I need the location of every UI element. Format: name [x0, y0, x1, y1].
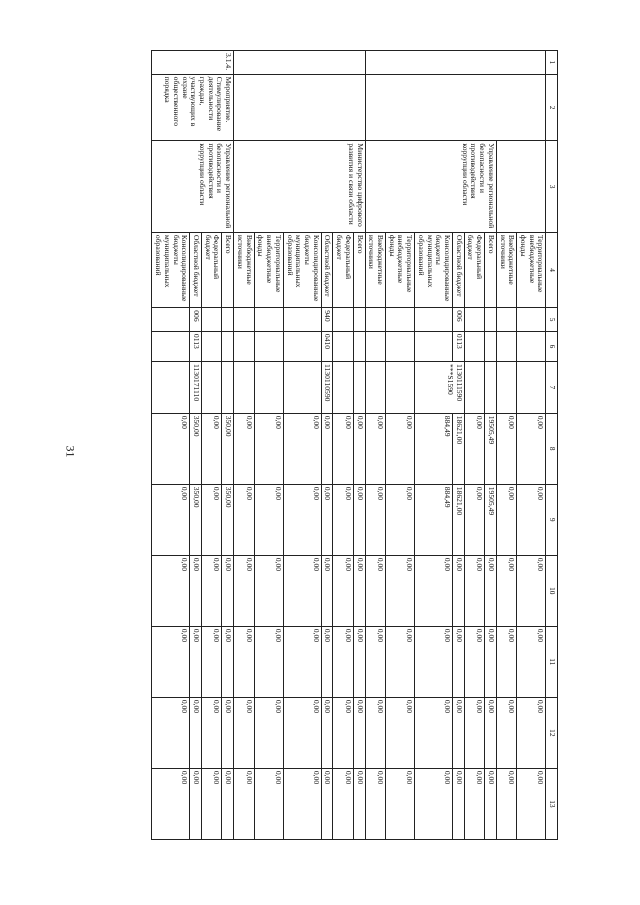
- value-cell: 0,00: [517, 484, 546, 555]
- value-cell: 0,00: [485, 555, 497, 626]
- value-cell: 0,00: [365, 626, 385, 697]
- value-cell: 0,00: [254, 413, 283, 484]
- value-cell: 350,00: [222, 484, 234, 555]
- value-cell: 0,00: [254, 768, 283, 839]
- value-cell: 0,00: [464, 555, 484, 626]
- code-cell: 006: [453, 308, 465, 332]
- source-label: Всего: [353, 232, 365, 307]
- value-cell: 0,00: [517, 697, 546, 768]
- value-cell: 0,00: [464, 768, 484, 839]
- code-cell: 006: [190, 308, 202, 332]
- value-cell: 0,00: [365, 413, 385, 484]
- column-header: 7: [546, 362, 558, 414]
- value-cell: 0,00: [333, 626, 353, 697]
- value-cell: 0,00: [353, 484, 365, 555]
- value-cell: 0,00: [496, 697, 516, 768]
- value-cell: 0,00: [453, 626, 465, 697]
- source-label: Всего: [222, 232, 234, 307]
- value-cell: 0,00: [353, 555, 365, 626]
- value-cell: 0,00: [453, 768, 465, 839]
- source-label: Территориальные внебюджетные фонды: [517, 232, 546, 307]
- value-cell: 0,00: [202, 484, 222, 555]
- value-cell: 0,00: [152, 768, 190, 839]
- value-cell: 0,00: [496, 555, 516, 626]
- value-cell: 18621,00: [453, 484, 465, 555]
- column-header: 1: [546, 51, 558, 75]
- value-cell: 0,00: [333, 768, 353, 839]
- value-cell: 0,00: [152, 413, 190, 484]
- value-cell: 0,00: [190, 555, 202, 626]
- code-cell: 0113: [190, 331, 202, 361]
- value-cell: 0,00: [321, 626, 333, 697]
- value-cell: 0,00: [152, 555, 190, 626]
- value-cell: 0,00: [254, 484, 283, 555]
- column-header: 11: [546, 626, 558, 697]
- value-cell: 0,00: [222, 697, 234, 768]
- value-cell: 0,00: [333, 697, 353, 768]
- source-label: Территориальные внебюджетные фонды: [254, 232, 283, 307]
- value-cell: 0,00: [385, 697, 414, 768]
- value-cell: 0,00: [234, 413, 254, 484]
- code-cell: 1130111590 ***S1590: [415, 362, 465, 414]
- table-row: [353, 51, 365, 840]
- value-cell: 0,00: [485, 626, 497, 697]
- value-cell: 0,00: [190, 697, 202, 768]
- value-cell: 0,00: [496, 484, 516, 555]
- value-cell: 0,00: [254, 697, 283, 768]
- value-cell: 0,00: [385, 768, 414, 839]
- value-cell: 0,00: [202, 697, 222, 768]
- value-cell: 0,00: [152, 484, 190, 555]
- value-cell: 0,00: [353, 697, 365, 768]
- value-cell: 0,00: [254, 626, 283, 697]
- value-cell: 0,00: [234, 768, 254, 839]
- value-cell: 350,00: [190, 413, 202, 484]
- value-cell: 0,00: [234, 626, 254, 697]
- value-cell: 0,00: [321, 413, 333, 484]
- value-cell: 0,00: [222, 768, 234, 839]
- page-number: 31: [63, 445, 78, 458]
- value-cell: 0,00: [517, 768, 546, 839]
- value-cell: 0,00: [283, 555, 321, 626]
- value-cell: 0,00: [234, 697, 254, 768]
- source-label: Федеральный бюджет: [464, 232, 484, 307]
- executor-cell: Управление региональной безопасности и противодействия коррупции области: [152, 141, 234, 232]
- column-header: 2: [546, 74, 558, 141]
- value-cell: 18621,00: [453, 413, 465, 484]
- source-label: Внебюджетные источники: [496, 232, 516, 307]
- value-cell: 0,00: [190, 626, 202, 697]
- value-cell: 0,00: [353, 768, 365, 839]
- value-cell: 0,00: [333, 555, 353, 626]
- source-label: Всего: [485, 232, 497, 307]
- value-cell: 0,00: [365, 484, 385, 555]
- value-cell: 19505,49: [485, 413, 497, 484]
- value-cell: 350,00: [190, 484, 202, 555]
- column-header: 4: [546, 232, 558, 307]
- executor-cell: Управление региональной безопасности и противодействия коррупции области: [365, 141, 496, 232]
- code-cell: 0410: [321, 331, 333, 361]
- value-cell: 0,00: [453, 555, 465, 626]
- value-cell: 0,00: [202, 413, 222, 484]
- source-label: Внебюджетные источники: [234, 232, 254, 307]
- value-cell: 0,00: [152, 697, 190, 768]
- budget-table: [151, 50, 558, 840]
- value-cell: 884,49: [415, 413, 453, 484]
- value-cell: 0,00: [202, 555, 222, 626]
- value-cell: 0,00: [365, 768, 385, 839]
- value-cell: 0,00: [222, 555, 234, 626]
- value-cell: 0,00: [321, 697, 333, 768]
- value-cell: 0,00: [353, 413, 365, 484]
- measure-name: Мероприятие. Стимулирование деятельности граждан, участвующих в охране общественного порядка: [152, 74, 234, 141]
- value-cell: 0,00: [485, 697, 497, 768]
- value-cell: 0,00: [190, 768, 202, 839]
- code-cell: 0113: [453, 331, 465, 361]
- value-cell: 0,00: [152, 626, 190, 697]
- value-cell: 0,00: [283, 626, 321, 697]
- column-header: 9: [546, 484, 558, 555]
- value-cell: 0,00: [415, 697, 453, 768]
- value-cell: 0,00: [464, 413, 484, 484]
- value-cell: 0,00: [333, 484, 353, 555]
- value-cell: 0,00: [496, 413, 516, 484]
- value-cell: 0,00: [464, 697, 484, 768]
- value-cell: 884,49: [415, 484, 453, 555]
- budget-table-sheet: [110, 50, 640, 808]
- value-cell: 0,00: [517, 555, 546, 626]
- value-cell: 0,00: [222, 626, 234, 697]
- value-cell: 0,00: [234, 555, 254, 626]
- value-cell: 0,00: [464, 484, 484, 555]
- table-row: [517, 51, 546, 840]
- value-cell: 0,00: [283, 768, 321, 839]
- value-cell: 0,00: [385, 555, 414, 626]
- value-cell: 0,00: [365, 555, 385, 626]
- source-label: Федеральный бюджет: [333, 232, 353, 307]
- source-label: Областной бюджет: [190, 232, 202, 307]
- code-cell: 1130171110: [190, 362, 202, 414]
- source-label: Консолидированные бюджеты муниципальных образований: [283, 232, 321, 307]
- column-number-row: [546, 51, 558, 840]
- value-cell: 0,00: [283, 484, 321, 555]
- source-label: Консолидированные бюджеты муниципальных образований: [152, 232, 190, 307]
- source-label: Федеральный бюджет: [202, 232, 222, 307]
- column-header: 6: [546, 331, 558, 361]
- value-cell: 0,00: [321, 768, 333, 839]
- column-header: 10: [546, 555, 558, 626]
- value-cell: 0,00: [496, 626, 516, 697]
- source-label: Консолидированные бюджеты муниципальных образований: [415, 232, 453, 307]
- value-cell: 0,00: [453, 697, 465, 768]
- column-header: 12: [546, 697, 558, 768]
- value-cell: 0,00: [234, 484, 254, 555]
- value-cell: 0,00: [321, 484, 333, 555]
- value-cell: 0,00: [415, 626, 453, 697]
- executor-cell: Министерство цифрового развития и связи области: [234, 141, 365, 232]
- value-cell: 0,00: [415, 555, 453, 626]
- value-cell: 0,00: [385, 413, 414, 484]
- value-cell: 0,00: [202, 626, 222, 697]
- value-cell: 19505,49: [485, 484, 497, 555]
- value-cell: 350,00: [222, 413, 234, 484]
- value-cell: 0,00: [321, 555, 333, 626]
- code-cell: 940: [321, 308, 333, 332]
- value-cell: 0,00: [283, 413, 321, 484]
- value-cell: 0,00: [496, 768, 516, 839]
- value-cell: 0,00: [385, 626, 414, 697]
- item-number: 3.1.4.: [152, 51, 234, 75]
- value-cell: 0,00: [283, 697, 321, 768]
- source-label: Областной бюджет: [453, 232, 465, 307]
- value-cell: 0,00: [385, 484, 414, 555]
- source-label: Областной бюджет: [321, 232, 333, 307]
- value-cell: 0,00: [353, 626, 365, 697]
- value-cell: 0,00: [333, 413, 353, 484]
- table-row: [222, 51, 234, 840]
- value-cell: 0,00: [365, 697, 385, 768]
- value-cell: 0,00: [254, 555, 283, 626]
- column-header: 5: [546, 308, 558, 332]
- column-header: 8: [546, 413, 558, 484]
- value-cell: 0,00: [485, 768, 497, 839]
- code-cell: 1130110590: [321, 362, 333, 414]
- value-cell: 0,00: [517, 413, 546, 484]
- table-row: [485, 51, 497, 840]
- column-header: 3: [546, 141, 558, 232]
- value-cell: 0,00: [202, 768, 222, 839]
- source-label: Внебюджетные источники: [365, 232, 385, 307]
- column-header: 13: [546, 768, 558, 839]
- source-label: Территориальные внебюджетные фонды: [385, 232, 414, 307]
- value-cell: 0,00: [415, 768, 453, 839]
- value-cell: 0,00: [517, 626, 546, 697]
- value-cell: 0,00: [464, 626, 484, 697]
